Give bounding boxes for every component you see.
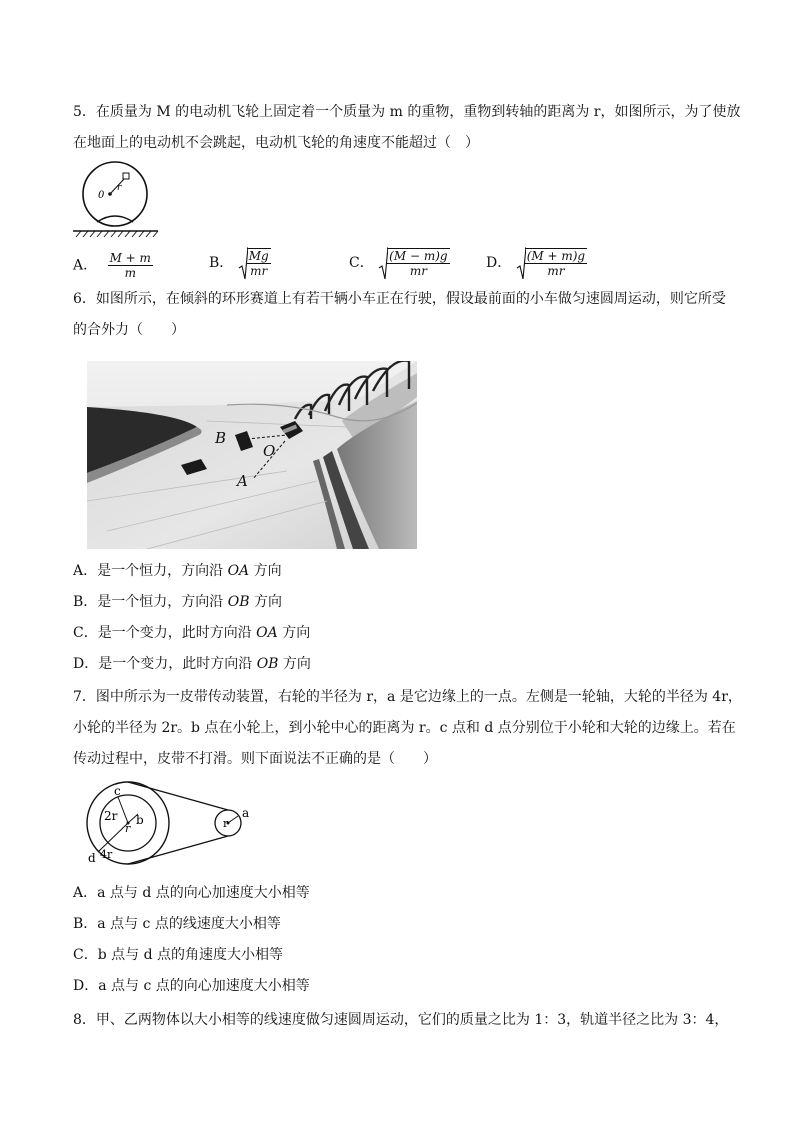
photo-label-a: A <box>237 472 248 490</box>
q5-option-d-numerator: (M + m)g <box>526 249 586 263</box>
q5-option-b-fraction <box>247 248 271 278</box>
q6-option-c-var: OA <box>256 625 278 641</box>
q7-option-c-letter: C． <box>73 947 98 963</box>
belt-label-c: c <box>114 784 121 798</box>
q6-option-c-suffix: 方向 <box>277 625 311 641</box>
q5-option-d-denominator: mr <box>525 263 587 278</box>
q5-option-c-fraction <box>387 248 449 278</box>
q7-stem-line-1: 7．图中所示为一皮带传动装置，右轮的半径为 r，a 是它边缘上的一点。左侧是一轮轴，大轮的半径为 4r， <box>73 689 742 705</box>
q5-option-c-letter: C． <box>349 255 374 271</box>
belt-label-r-left: r <box>125 822 131 835</box>
q7-option-c-text: b 点与 d 点的角速度大小相等 <box>97 947 283 963</box>
q5-option-a[interactable] <box>73 251 153 280</box>
q7-option-c[interactable] <box>73 946 283 964</box>
q5-option-c-denominator: mr <box>387 263 449 278</box>
belt-label-2r: 2r <box>104 809 118 823</box>
q5-option-d[interactable] <box>486 246 587 280</box>
q6-option-c-letter: C． <box>73 625 98 641</box>
q7-option-b[interactable] <box>73 915 281 933</box>
q5-option-d-letter: D． <box>486 255 512 271</box>
q7-option-d-letter: D． <box>73 978 99 994</box>
q7-option-d-text: a 点与 c 点的向心加速度大小相等 <box>98 978 310 994</box>
belt-label-b: b <box>136 813 144 827</box>
q5-option-b[interactable] <box>209 246 271 280</box>
q6-option-b-letter: B． <box>73 594 98 610</box>
q6-option-d-var: OB <box>256 656 279 672</box>
q7-option-a-letter: A． <box>73 885 98 901</box>
belt-label-r-right: r <box>223 817 229 830</box>
belt-label-4r: 4r <box>100 848 113 861</box>
q6-option-d-text: 是一个变力，此时方向沿 <box>98 656 257 672</box>
q5-option-a-numerator: M + m <box>109 251 151 265</box>
q5-option-a-fraction <box>108 251 153 280</box>
flywheel-radius-label: r <box>117 183 122 193</box>
q6-option-a-var: OA <box>227 563 250 579</box>
q7-option-a[interactable] <box>73 884 310 902</box>
q5-option-a-denominator: m <box>108 265 153 280</box>
q7-stem-line-3: 传动过程中，皮带不打滑。则下面说法不正确的是（ ） <box>73 751 437 767</box>
q6-option-d-suffix: 方向 <box>278 656 311 672</box>
q7-option-b-letter: B． <box>73 916 98 932</box>
q5-option-a-letter: A． <box>73 257 98 274</box>
belt-label-d: d <box>88 851 96 865</box>
q5-option-d-fraction <box>525 248 587 278</box>
q7-stem-line-2: 小轮的半径为 2r。b 点在小轮上，到小轮中心的距离为 r。c 点和 d 点分别位于小轮和大轮的边缘上。若在 <box>73 720 736 736</box>
photo-label-o: O <box>263 442 276 460</box>
q6-option-d[interactable] <box>73 655 311 673</box>
q6-option-c-text: 是一个变力，此时方向沿 <box>97 625 257 641</box>
q6-option-a[interactable] <box>73 562 282 580</box>
q6-option-b-var: OB <box>227 594 250 610</box>
q6-option-b[interactable] <box>73 593 282 611</box>
q6-option-d-letter: D． <box>73 656 99 672</box>
flywheel-figure <box>70 158 160 242</box>
q5-option-c-numerator: (M − m)g <box>389 249 448 263</box>
q5-stem-line-2: 在地面上的电动机不会跳起，电动机飞轮的角速度不能超过（ ） <box>73 135 479 151</box>
q6-option-a-letter: A． <box>73 563 98 579</box>
q7-option-b-text: a 点与 c 点的线速度大小相等 <box>97 916 281 932</box>
q7-option-a-text: a 点与 d 点的向心加速度大小相等 <box>97 885 310 901</box>
q7-option-d[interactable] <box>73 977 310 995</box>
q8-stem-line-1: 8．甲、乙两物体以大小相等的线速度做匀速圆周运动，它们的质量之比为 1：3，轨道半径之比为 3：4， <box>73 1012 729 1028</box>
photo-label-b: B <box>215 429 227 447</box>
q6-option-b-suffix: 方向 <box>249 594 282 610</box>
flywheel-center-label: 0 <box>98 190 105 201</box>
belt-drive-figure <box>84 780 260 870</box>
q6-option-b-text: 是一个恒力，方向沿 <box>97 594 228 610</box>
q5-option-c[interactable] <box>349 246 450 280</box>
banked-track-photo <box>87 361 417 549</box>
q6-option-c[interactable] <box>73 624 310 642</box>
q6-stem-line-1: 6．如图所示，在倾斜的环形赛道上有若干辆小车正在行驶，假设最前面的小车做匀速圆周运动，则它所受 <box>73 291 726 307</box>
q5-option-b-denominator: mr <box>247 263 271 278</box>
q6-option-a-text: 是一个恒力，方向沿 <box>97 563 228 579</box>
q5-option-b-numerator: Mg <box>248 249 269 263</box>
q6-stem-line-2: 的合外力（ ） <box>73 322 185 338</box>
q6-option-a-suffix: 方向 <box>249 563 282 579</box>
belt-label-a: a <box>242 806 250 820</box>
q5-option-b-letter: B． <box>209 255 234 271</box>
q5-stem-line-1: 5．在质量为 M 的电动机飞轮上固定着一个质量为 m 的重物，重物到转轴的距离为 r，如图所示，为了使放 <box>73 104 741 120</box>
